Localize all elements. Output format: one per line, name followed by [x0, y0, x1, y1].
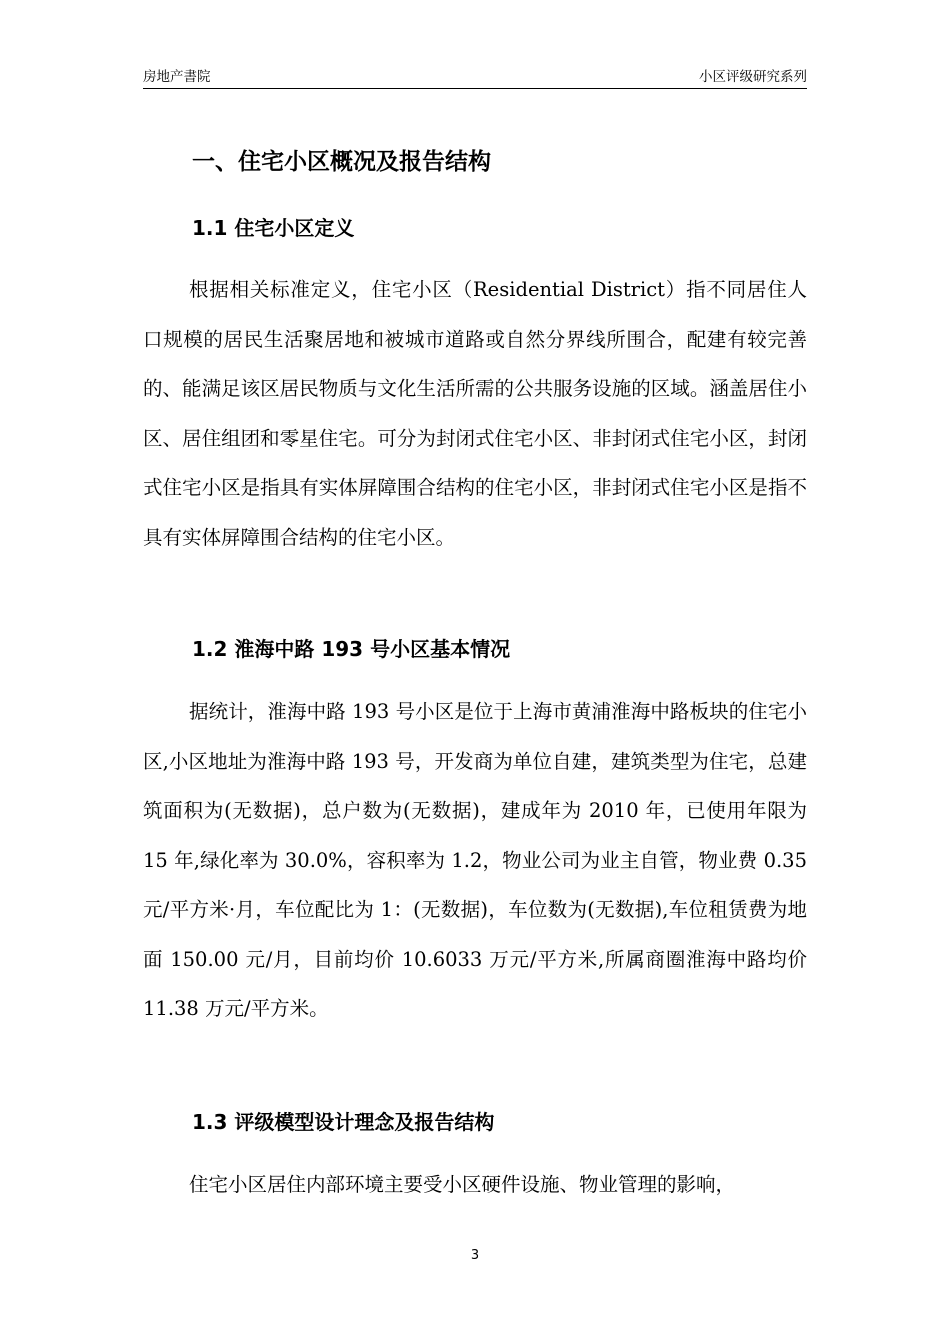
- section-1-1-body: 根据相关标准定义，住宅小区（Residential District）指不同居住人口规模的居民生活聚居地和被城市道路或自然分界线所围合，配建有较完善的、能满足该区居民物质与文化生活所需的公共服务设施的区域。涵盖居住小区、居住组团和零星住宅。可分为封闭式住宅小区、非封闭式住宅小区，封闭式住宅小区是指具有实体屏障围合结构的住宅小区，非封闭式住宅小区是指不具有实体屏障围合结构的住宅小区。: [143, 278, 807, 549]
- section-1-1-title: 1.1 住宅小区定义: [192, 216, 355, 240]
- header-publisher: 房地产書院: [143, 69, 211, 85]
- page-number: 3: [470, 1248, 480, 1263]
- page-header: [143, 66, 807, 89]
- chapter-title: 一、住宅小区概况及报告结构: [192, 149, 491, 175]
- section-1-2-title: 1.2 淮海中路 193 号小区基本情况: [192, 637, 511, 661]
- section-1-2-body: 据统计，淮海中路 193 号小区是位于上海市黄浦淮海中路板块的住宅小区,小区地址为淮海中路 193 号，开发商为单位自建，建筑类型为住宅，总建筑面积为(无数据)，总户数为(无数据)，建成年为 2010 年，已使用年限为 15 年,绿化率为 30.0%，容积率为 1.2，物业公司为业主自管，物业费 0.35 元/平方米·月，车位配比为 1：(无数据)，车位数为(无数据),车位租赁费为地面 150.00 元/月，目前均价 10.6033 万元/平方米,所属商圈淮海中路均价 11.38 万元/平方米。: [143, 700, 807, 1020]
- section-1-3-body: 住宅小区居住内部环境主要受小区硬件设施、物业管理的影响，: [189, 1173, 736, 1196]
- section-1-3-title: 1.3 评级模型设计理念及报告结构: [192, 1110, 495, 1134]
- header-series-title: 小区评级研究系列: [699, 69, 807, 85]
